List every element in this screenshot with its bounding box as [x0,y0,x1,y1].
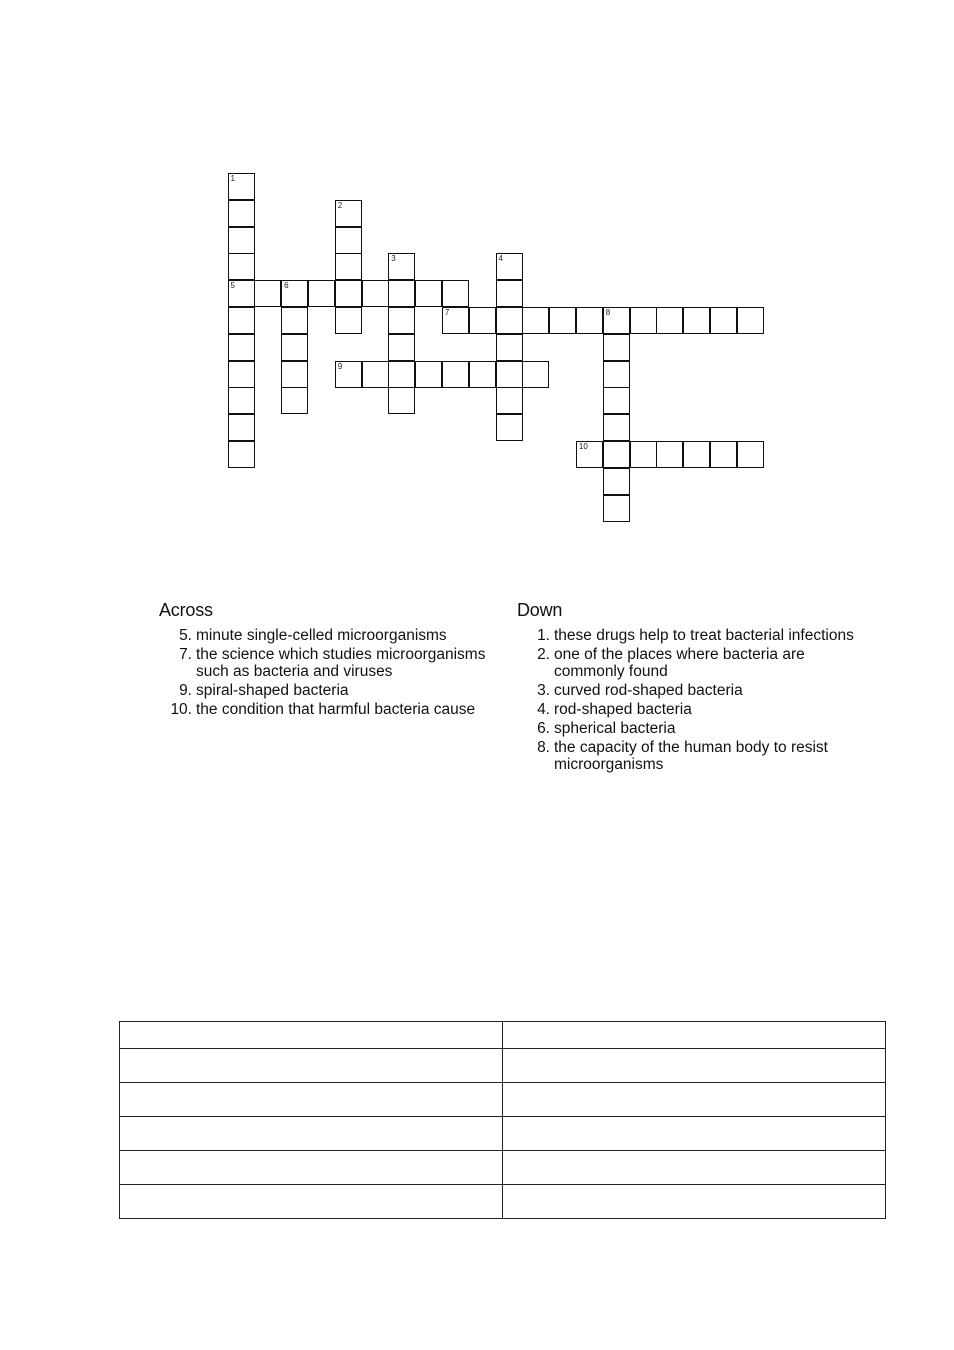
grid-cell[interactable] [335,361,362,388]
grid-cell[interactable] [254,280,281,307]
across-heading: Across [159,600,213,620]
grid-cell[interactable] [281,307,308,334]
grid-cell[interactable] [415,361,442,388]
grid-cell[interactable] [281,361,308,388]
clue-number-label: 2. [537,646,550,663]
clue-number-label: 3. [537,682,550,699]
clue-number-label: 4. [537,701,550,718]
grid-cell[interactable] [228,307,255,334]
grid-cell[interactable] [737,307,764,334]
down-clue [517,720,857,737]
table-row [120,1022,886,1049]
grid-cell[interactable] [522,307,549,334]
grid-cell[interactable] [576,307,603,334]
grid-cell[interactable] [228,387,255,414]
down-clue [517,646,857,680]
grid-cell[interactable] [388,280,415,307]
clue-text: minute single-celled microorganisms [196,627,447,644]
clue-number: 1 [230,174,235,183]
clue-number: 5 [230,281,235,291]
grid-cell[interactable] [630,441,657,468]
grid-cell[interactable] [228,227,255,254]
grid-cell[interactable] [469,307,496,334]
clue-text: the science which studies microorganisms such as bacteria and viruses [196,646,486,680]
grid-cell[interactable] [576,441,603,468]
table-row [120,1049,886,1083]
grid-cell[interactable] [228,361,255,388]
grid-cell[interactable] [603,441,630,468]
grid-cell[interactable] [549,307,576,334]
grid-cell[interactable] [228,441,255,468]
grid-cell[interactable] [603,495,630,522]
grid-cell[interactable] [496,253,523,280]
clue-text: the condition that harmful bacteria cause [196,701,476,718]
clue-number-label: 10. [170,701,192,718]
grid-cell[interactable] [442,280,469,307]
clue-number-label: 6. [537,720,550,737]
grid-cell[interactable] [362,280,389,307]
across-clue [159,682,489,699]
grid-cell[interactable] [335,280,362,307]
grid-cell[interactable] [281,280,308,307]
grid-cell[interactable] [656,441,683,468]
clue-text: spherical bacteria [554,720,676,737]
clue-number: 6 [284,281,289,291]
grid-cell[interactable] [442,361,469,388]
grid-cell[interactable] [388,307,415,334]
table-row [120,1083,886,1117]
grid-cell[interactable] [630,307,657,334]
grid-cell[interactable] [388,387,415,414]
clue-number-label: 7. [179,646,192,663]
grid-cell[interactable] [335,307,362,334]
grid-cell[interactable] [737,441,764,468]
down-clues [517,600,857,775]
down-clue [517,627,857,644]
grid-cell[interactable] [335,253,362,280]
across-clue [159,627,489,644]
down-clue [517,682,857,699]
grid-cell[interactable] [335,227,362,254]
grid-cell[interactable] [603,468,630,495]
down-clue [517,739,857,773]
grid-cell[interactable] [603,307,630,334]
grid-cell[interactable] [415,280,442,307]
grid-cell[interactable] [656,307,683,334]
grid-cell[interactable] [496,361,523,388]
table-cell[interactable] [503,1049,886,1083]
clue-text: curved rod-shaped bacteria [554,682,743,699]
clue-number: 3 [391,254,396,264]
grid-cell[interactable] [496,307,523,334]
clue-text: one of the places where bacteria are commonly found [554,646,805,680]
table-row [120,1185,886,1219]
grid-cell[interactable] [281,387,308,414]
grid-cell[interactable] [308,280,335,307]
grid-cell[interactable] [710,307,737,334]
grid-cell[interactable] [228,280,255,307]
grid-cell[interactable] [228,253,255,280]
grid-cell[interactable] [603,334,630,361]
grid-cell[interactable] [522,361,549,388]
grid-cell[interactable] [281,334,308,361]
clue-number: 4 [498,254,503,264]
table-cell[interactable] [120,1083,503,1117]
clue-text: rod-shaped bacteria [554,701,692,718]
grid-cell[interactable] [496,280,523,307]
across-clue [159,646,489,680]
clue-number-label: 9. [179,682,192,699]
grid-cell[interactable] [603,414,630,441]
grid-cell[interactable] [442,307,469,334]
grid-cell[interactable] [710,441,737,468]
grid-cell[interactable] [496,387,523,414]
grid-cell[interactable] [603,387,630,414]
clue-number-label: 1. [537,627,550,644]
table-cell[interactable] [120,1117,503,1151]
grid-cell[interactable] [388,361,415,388]
table-cell[interactable] [120,1049,503,1083]
table-cell[interactable] [503,1083,886,1117]
clue-number: 8 [605,308,611,317]
across-clue-list [159,627,489,718]
clue-text: the capacity of the human body to resist microorganisms [554,739,828,773]
grid-cell[interactable] [335,200,362,227]
clue-number-label: 5. [179,627,192,644]
clue-number: 2 [337,200,343,210]
grid-cell[interactable] [228,200,255,227]
clue-text: spiral-shaped bacteria [196,682,349,699]
table-cell[interactable] [503,1117,886,1151]
down-heading: Down [517,600,563,620]
table-row [120,1151,886,1185]
grid-cell[interactable] [228,173,255,200]
clue-number: 7 [444,308,450,317]
grid-cell[interactable] [228,334,255,361]
clue-number-label: 8. [537,739,550,756]
table-cell[interactable] [503,1022,886,1049]
table-cell[interactable] [120,1185,503,1219]
grid-cell[interactable] [469,361,496,388]
across-clues [159,600,489,720]
table-row [120,1117,886,1151]
grid-cell[interactable] [228,414,255,441]
grid-cell[interactable] [603,361,630,388]
grid-cell[interactable] [362,361,389,388]
table-cell[interactable] [120,1151,503,1185]
clue-number: 10 [578,442,588,451]
down-clue [517,701,857,718]
grid-cell[interactable] [683,441,710,468]
grid-cell[interactable] [388,253,415,280]
answer-table [119,1021,886,1219]
across-clue [159,701,489,718]
table-cell[interactable] [503,1185,886,1219]
grid-cell[interactable] [496,334,523,361]
clue-number: 9 [337,361,343,371]
clue-text: these drugs help to treat bacterial infections [554,627,854,644]
down-clue-list [517,627,857,773]
grid-cell[interactable] [683,307,710,334]
table-cell[interactable] [120,1022,503,1049]
grid-cell[interactable] [496,414,523,441]
grid-cell[interactable] [388,334,415,361]
table-cell[interactable] [503,1151,886,1185]
